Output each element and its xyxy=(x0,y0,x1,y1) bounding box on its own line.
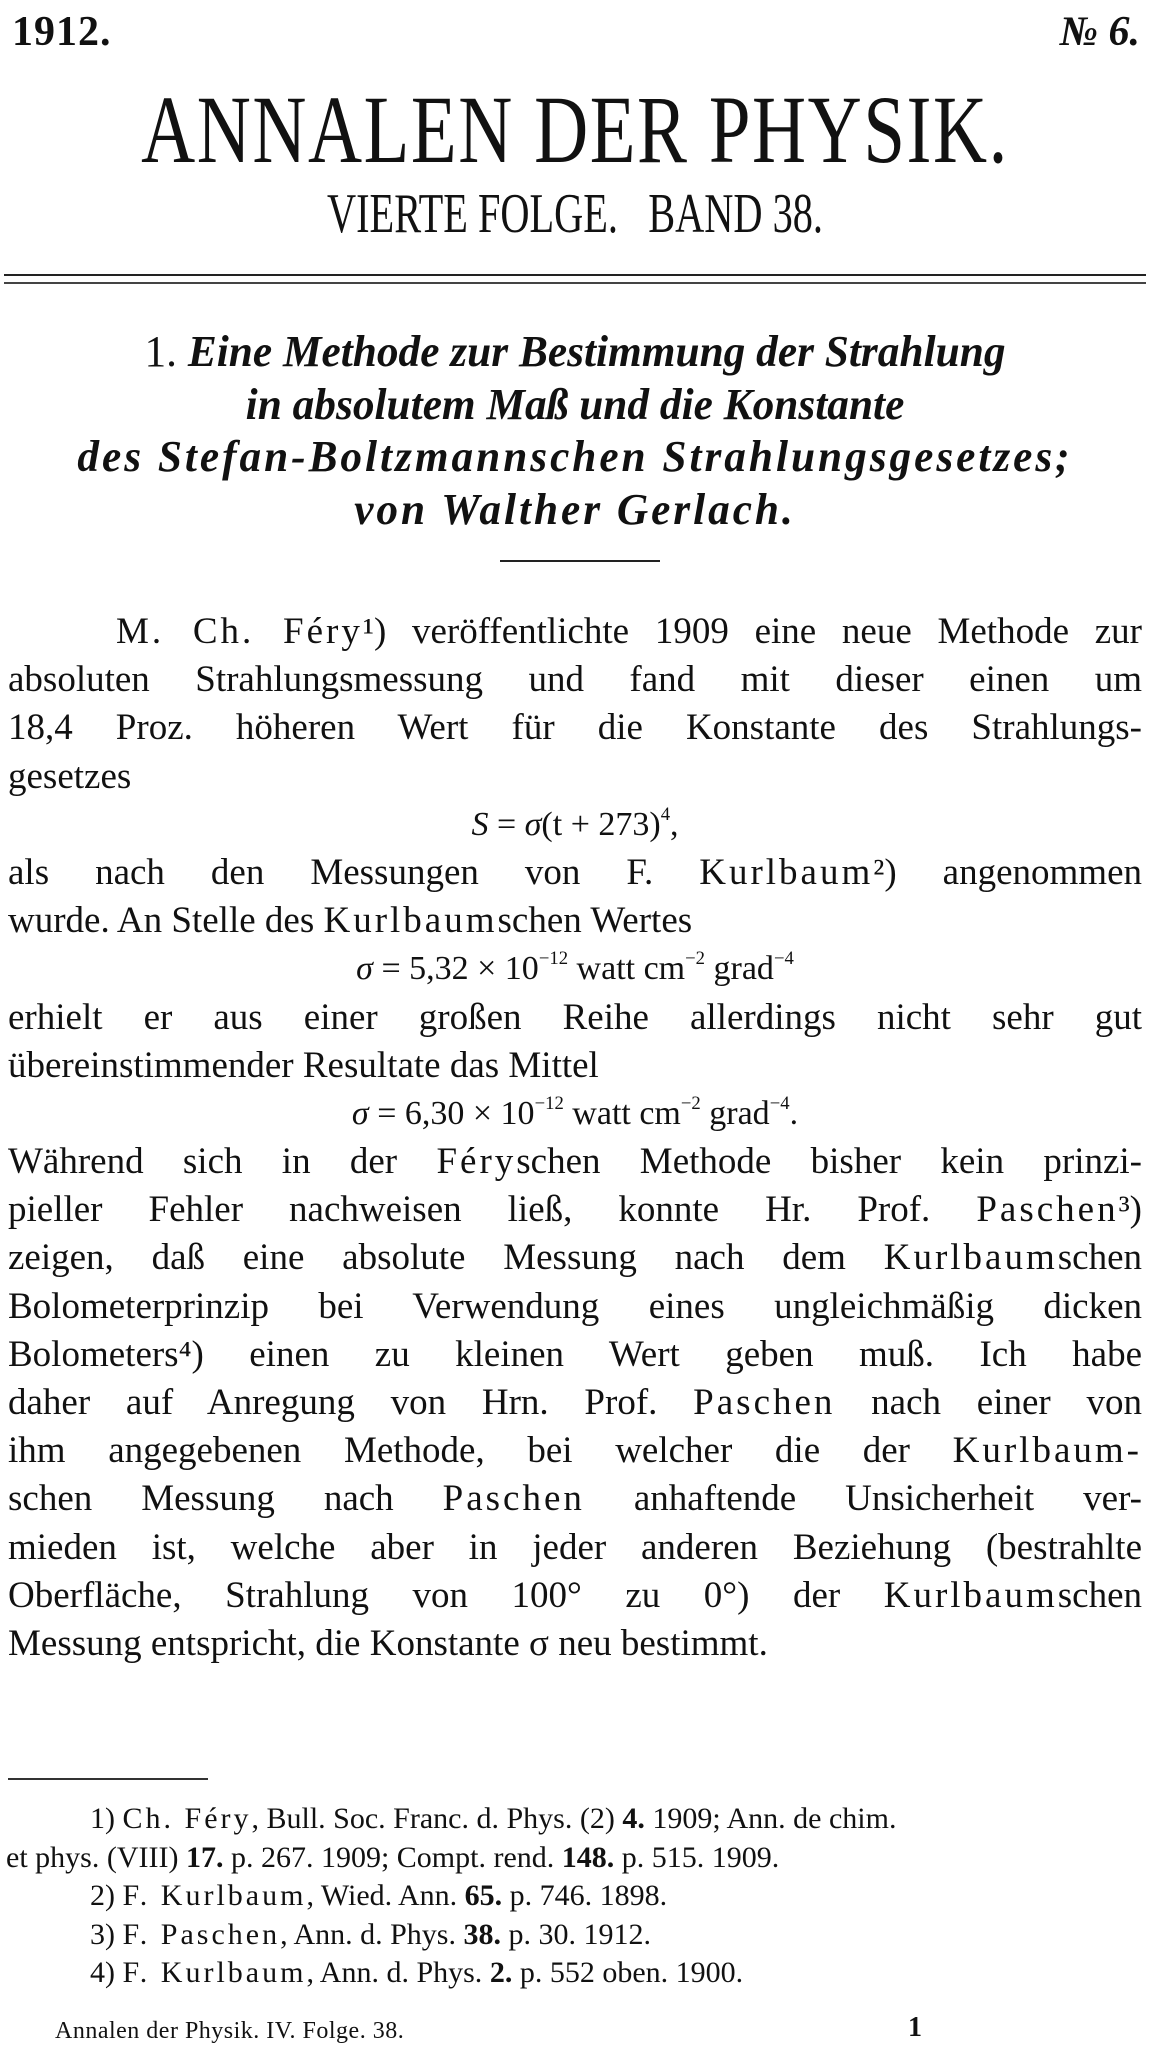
article-title-line-1: 1. Eine Methode zur Bestimmung der Strahlung xyxy=(144,327,1006,376)
body-line: zeigen, daß eine absolute Messung nach dem Kurlbaumschen xyxy=(8,1237,1142,1279)
sheet-number: 1 xyxy=(908,2012,922,2043)
article-title xyxy=(9,326,1142,536)
footnote-1: 1) Ch. Féry, Bull. Soc. Franc. d. Phys. (2) 4. 1909; Ann. de chim. xyxy=(90,1802,897,1835)
title-separator-rule xyxy=(500,560,660,562)
body-line: als nach den Messungen von F. Kurlbaum²) angenommen xyxy=(8,851,1142,893)
body-line: pieller Fehler nachweisen ließ, konnte Hr. Prof. Paschen³) xyxy=(8,1189,1142,1231)
body-line: Oberfläche, Strahlung von 100° zu 0°) der Kurlbaumschen xyxy=(8,1574,1143,1616)
body-line: absoluten Strahlungsmessung und fand mit dieser einen um xyxy=(8,659,1142,701)
footnote-4: 4) F. Kurlbaum, Ann. d. Phys. 2. p. 552 oben. 1900. xyxy=(90,1956,744,1989)
article-author: von Walther Gerlach. xyxy=(354,484,796,534)
body-line: Messung entspricht, die Konstante σ neu bestimmt. xyxy=(8,1622,768,1664)
journal-title: ANNALEN DER PHYSIK. xyxy=(141,76,1009,183)
equation-kurlbaum-value: $\sigma = 5,32 \times 10^{-12}$ watt $cm^{-2}$ grad$^{-4}$ xyxy=(356,948,794,988)
body-line: schen Messung nach Paschen anhaftende Unsicherheit ver- xyxy=(8,1478,1142,1520)
body-line: wurde. An Stelle des Kurlbaumschen Wertes xyxy=(8,900,693,942)
sheet-signature: Annalen der Physik. IV. Folge. 38. xyxy=(55,2018,405,2044)
body-line: 18,4 Proz. höheren Wert für die Konstante des Strahlungs- xyxy=(8,707,1142,749)
article-body xyxy=(8,608,1142,1668)
body-line: mieden ist, welche aber in jeder anderen Beziehung (bestrahlte xyxy=(8,1526,1142,1568)
article-title-line-2: in absolutem Maß und die Konstante xyxy=(245,379,905,429)
body-line: erhielt er aus einer großen Reihe allerdings nicht sehr gut xyxy=(8,996,1142,1038)
body-line: Während sich in der Féryschen Methode bisher kein prinzi- xyxy=(8,1141,1142,1183)
article-number: 1. xyxy=(144,327,177,376)
body-line: Bolometers⁴) einen zu kleinen Wert geben muß. Ich habe xyxy=(8,1333,1142,1375)
body-line: ihm angegebenen Methode, bei welcher die der Kurlbaum- xyxy=(8,1430,1142,1472)
series-volume: VIERTE FOLGE. BAND 38. xyxy=(327,183,823,245)
footnote-1-continuation: et phys. (VIII) 17. p. 267. 1909; Compt. rend. 148. p. 515. 1909. xyxy=(6,1840,780,1874)
body-line: M. Ch. Féry¹) veröffentlichte 1909 eine neue Methode zur xyxy=(116,611,1142,652)
publication-year: 1912. xyxy=(12,9,112,55)
equation-fery-value: $\sigma = 6,30 \times 10^{-12}$ watt $cm^{-2}$ grad$^{-4}$. xyxy=(351,1092,799,1132)
footnote-2: 2) F. Kurlbaum, Wied. Ann. 65. p. 746. 1898. xyxy=(90,1879,668,1912)
body-line: daher auf Anregung von Hrn. Prof. Paschen nach einer von xyxy=(8,1382,1142,1423)
footnotes xyxy=(6,1800,1146,1993)
body-line: Bolometerprinzip bei Verwendung eines ungleichmäßig dicken xyxy=(8,1285,1142,1327)
body-line: gesetzes xyxy=(8,755,132,797)
header-double-rule xyxy=(4,274,1146,284)
footnote-rule xyxy=(8,1778,208,1780)
body-line: übereinstimmender Resultate das Mittel xyxy=(8,1044,599,1086)
footnote-3: 3) F. Paschen, Ann. d. Phys. 38. p. 30. 1912. xyxy=(90,1917,651,1951)
equation-stefan-law: $S = \sigma(t + 273)^4$, xyxy=(471,803,679,843)
issue-number: № 6. xyxy=(1059,9,1140,55)
article-title-line-3: des Stefan-Boltzmannschen Strahlungsgesetzes; xyxy=(77,432,1073,481)
